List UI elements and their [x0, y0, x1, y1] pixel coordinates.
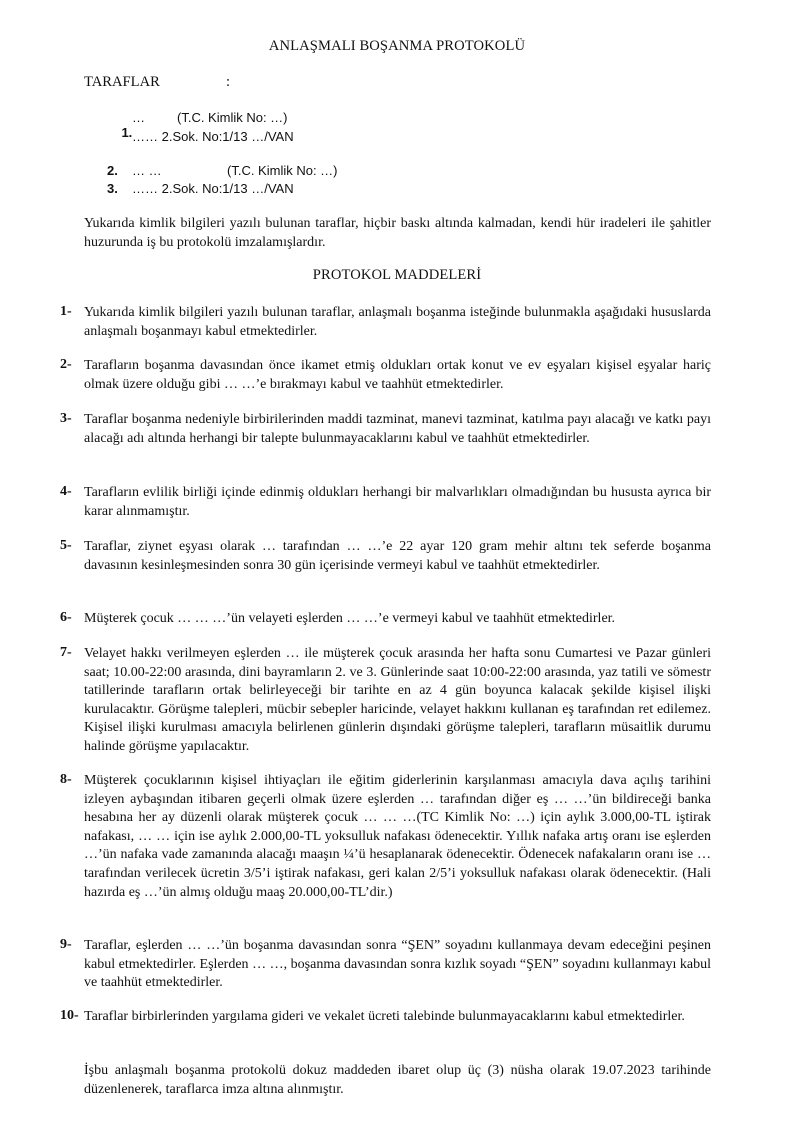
item-8-text: Müşterek çocuklarının kişisel ihtiyaçları ile eğitim giderlerinin karşılanması amacıyla dava açılış tarihini izleyen aybaşından itibaren geçerli olmak üzere eşlerden … tarafından diğer eş … …’ün bildireceği banka hesabına her ay düzenli olarak müşterek çocuk … … …(TC Kimlik No: …) için aylık 3.000,00-TL iştirak nafakası, … … için ise aylık 2.000,00-TL yoksulluk nafakası ödenecektir. Yıllık nafaka artış oranı ise eşlerden …’ün nafaka vade zamanında alacağı maaşın ¼’ü hesaplanarak ödenecektir. Ödenecek nafakaların oranı ise … tarafından verilecek ücretin 3/5’i iştirak nafakası, geri kalan 2/5’i yoksulluk nafakası olarak ödenecektir. (Hali hazırda eş …’ün almış olduğu maaş 20.000,00-TL’dir.)	[84, 773, 711, 900]
party-2-number: 2.	[107, 163, 118, 178]
intro-paragraph: Yukarıda kimlik bilgileri yazılı bulunan taraflar, hiçbir baskı altında kalmadan, kendi hür iradeleri ile şahitler huzurunda iş bu protokolü imzalamışlardır.	[84, 216, 711, 250]
item-4-number: 4-	[60, 484, 72, 499]
item-6-number: 6-	[60, 610, 72, 625]
item-7-text: Velayet hakkı verilmeyen eşlerden … ile müşterek çocuk arasında her hafta sonu Cumartesi ve Pazar günleri saat; 10.00-22:00 arasında, dini bayramların 2. ve 3. Günlerinde saat 10:00-22:00 arasında, yaz tatili ve sömestr tatillerinde tarafların ortak belirleyeceği bir tarihte en az 4 gün boyunca kalacak şekilde kişisel ilişki kurulacaktır. Görüşme talepleri, mücbir sebepler haricinde, velayet hakkını kullanan eş tarafından ret edilemez. Kişisel ilişki kurulması amacıyla belirlenen günlerin dışındaki görüşme talepleri, tarafların müsaitlik durumu halinde görüşme yapılacaktır.	[84, 646, 711, 754]
item-9-text: Taraflar, eşlerden … …’ün boşanma davasından sonra “ŞEN” soyadını kullanmaya devam edeceğini peşinen kabul etmektedirler. Eşlerden … …, boşanma davasından sonra kızlık soyadı “ŞEN” soyadını kullanmayı kabul ve taahhüt etmektedirler.	[84, 938, 711, 991]
party-1-address: …… 2.Sok. No:1/13 …/VAN	[132, 129, 294, 144]
party-1-name: …	[132, 110, 145, 125]
item-10-number: 10-	[60, 1008, 79, 1023]
closing-paragraph: İşbu anlaşmalı boşanma protokolü dokuz maddeden ibaret olup üç (3) nüsha olarak 19.07.2023 tarihinde düzenlenerek, taraflarca imza altına alınmıştır.	[84, 1063, 711, 1097]
item-6-text: Müşterek çocuk … … …’ün velayeti eşlerden … …’e vermeyi kabul ve taahhüt etmektedirler.	[84, 611, 616, 626]
item-2-text: Tarafların boşanma davasından önce ikamet etmiş oldukları ortak konut ve ev eşyaları kişisel eşyalar hariç olmak üzere olduğu gibi … …’e bırakmayı kabul ve taahhüt etmektedirler.	[84, 358, 711, 392]
party-2-name: … …	[132, 163, 162, 178]
parties-label: TARAFLAR	[84, 74, 160, 90]
section-title: PROTOKOL MADDELERİ	[312, 267, 482, 283]
item-7-number: 7-	[60, 645, 72, 660]
party-1-line	[107, 110, 132, 155]
party-1-number: 1.	[121, 125, 133, 140]
parties-colon: :	[226, 74, 231, 90]
document-title: ANLAŞMALI BOŞANMA PROTOKOLÜ	[268, 38, 526, 54]
party-3-number: 3.	[107, 181, 118, 196]
item-5-number: 5-	[60, 538, 72, 553]
party-2-address: …… 2.Sok. No:1/13 …/VAN	[132, 181, 294, 196]
item-5-text: Taraflar, ziynet eşyası olarak … tarafından … …’e 22 ayar 120 gram mehir altını tek seferde boşanma davasının kesinleşmesinden sonra 30 gün içerisinde vermeyi kabul ve taahhüt etmektedirler.	[84, 539, 711, 573]
item-10-text: Taraflar birbirlerinden yargılama gideri ve vekalet ücreti talebinde bulunmayacaklarını kabul etmektedirler.	[84, 1009, 685, 1024]
party-1-id: (T.C. Kimlik No: …)	[177, 110, 288, 125]
item-2-number: 2-	[60, 357, 72, 372]
item-1-number: 1-	[60, 304, 72, 319]
item-3-number: 3-	[60, 411, 72, 426]
item-4-text: Tarafların evlilik birliği içinde edinmiş oldukları herhangi bir malvarlıkları olmadığından bu hususta ayrıca bir karar alınmamıştır.	[84, 485, 711, 519]
party-2-id: (T.C. Kimlik No: …)	[227, 163, 338, 178]
item-3-text: Taraflar boşanma nedeniyle birbirilerinden maddi tazminat, manevi tazminat, katılma payı alacağı ve katkı payı alacağı adı altında herhangi bir talepte bulunmayacaklarını kabul ve taahhüt etmektedirler.	[84, 412, 711, 446]
item-9-number: 9-	[60, 937, 72, 952]
item-8-number: 8-	[60, 772, 72, 787]
item-1-text: Yukarıda kimlik bilgileri yazılı bulunan taraflar, anlaşmalı boşanma isteğinde bulunmakla aşağıdaki hususlarda anlaşmalı boşanmayı kabul etmektedirler.	[84, 305, 711, 339]
